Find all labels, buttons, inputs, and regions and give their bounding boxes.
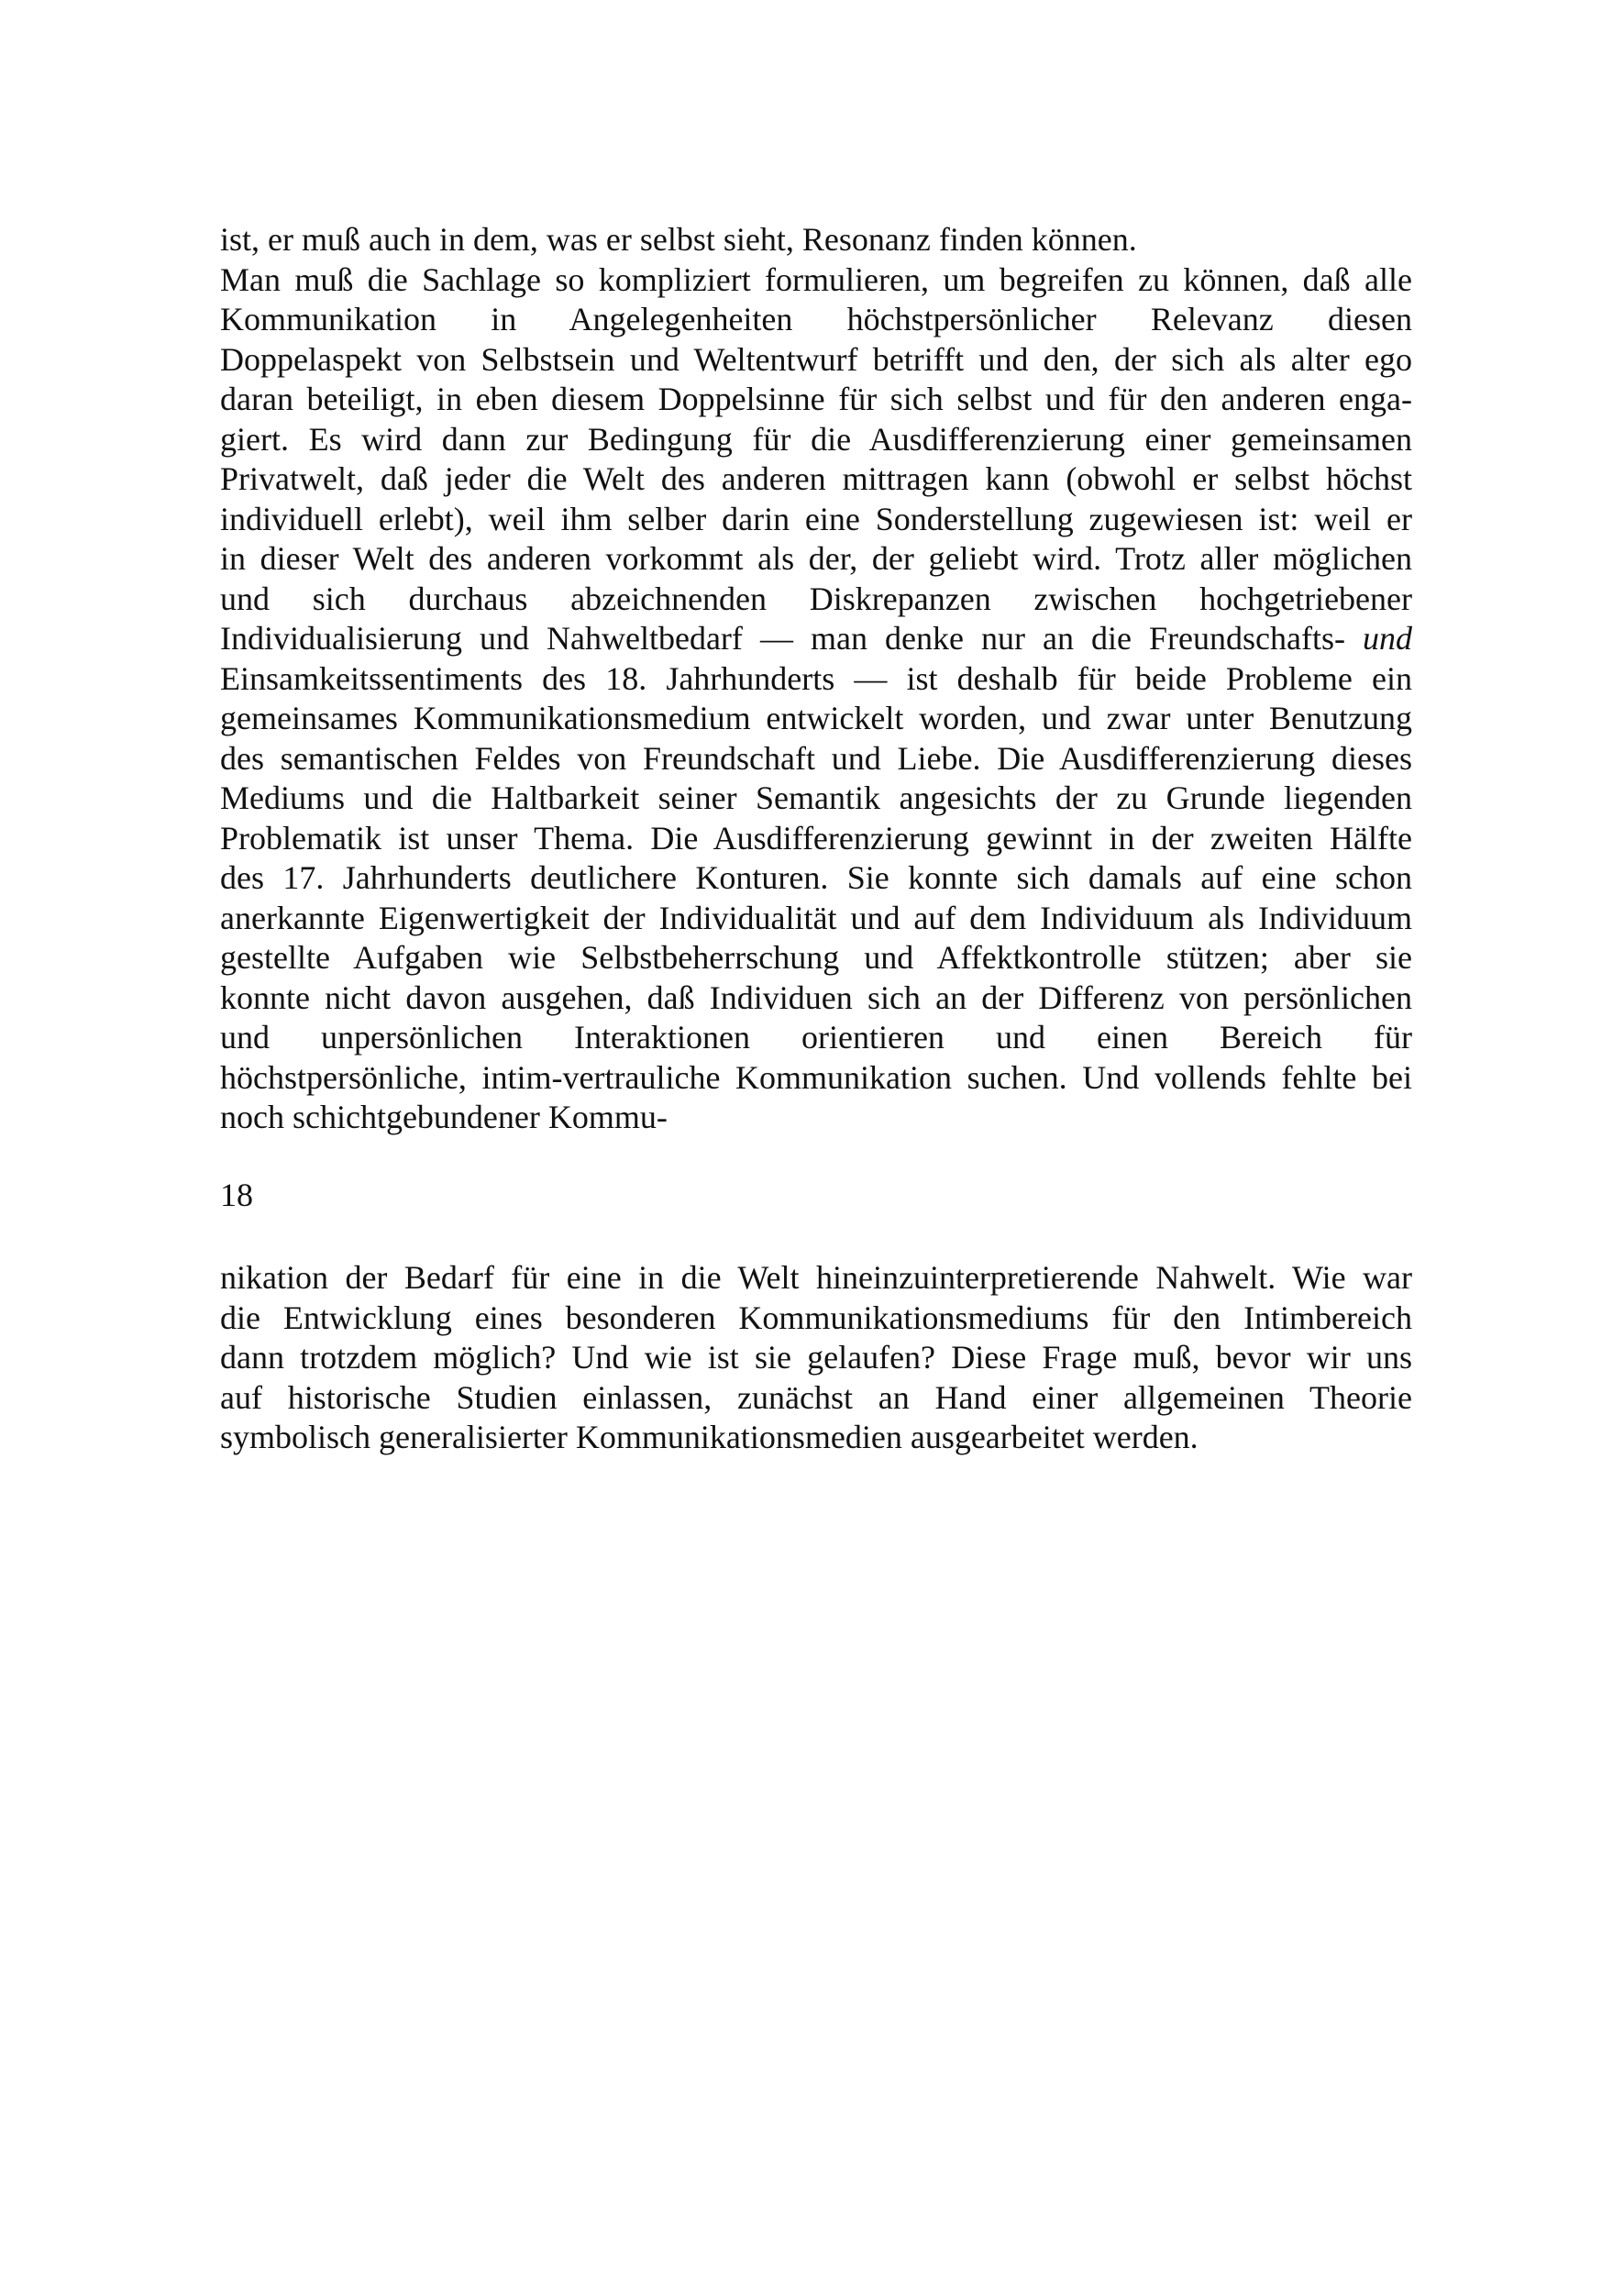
text-line: Man muß die Sachlage so kompliziert formulieren, um begreifen zu können, daß alle [220,260,1412,298]
text-line: des 17. Jahrhunderts deutlichere Konturen. Sie konnte sich damals auf eine schon [220,859,1412,896]
text-line: gemeinsames Kommunikationsmedium entwickelt worden, und zwar unter Benutzung [220,700,1412,736]
text-line: Problematik ist unser Thema. Die Ausdifferenzierung gewinnt in der zweiten Hälfte [220,819,1412,857]
text-line: gestellte Aufgaben wie Selbstbeherrschung und Affektkontrolle stützen; aber sie [220,939,1412,976]
text-line: in dieser Welt des anderen vorkommt als der, der geliebt wird. Trotz aller möglichen [220,540,1412,577]
text-line: giert. Es wird dann zur Bedingung für die Ausdifferenzierung einer gemeinsamen [220,420,1412,458]
text-line: nikation der Bedarf für eine in die Welt hineinzuinterpretierende Nahwelt. Wie war [220,1259,1412,1296]
text-line: symbolisch generalisierter Kommunikationsmedien ausgearbeitet werden. [220,1419,1199,1455]
text-line: konnte nicht davon ausgehen, daß Individuen sich an der Differenz von persönlichen [220,978,1412,1016]
upper-paragraph [220,220,1412,1138]
italic-word: und [1363,620,1412,657]
text-line: Kommunikation in Angelegenheiten höchstpersönlicher Relevanz diesen [220,301,1412,337]
text-line: Einsamkeitssentiments des 18. Jahrhunderts — ist deshalb für beide Probleme ein [220,659,1412,697]
text-line: höchstpersönliche, intim-vertrauliche Kommunikation suchen. Und vollends fehlte bei [220,1058,1412,1096]
text-line: Mediums und die Haltbarkeit seiner Semantik angesichts der zu Grunde liegenden [220,779,1412,816]
text-line: Doppelaspekt von Selbstsein und Weltentwurf betrifft und den, der sich als alter ego [220,340,1412,378]
text-line: anerkannte Eigenwertigkeit der Individualität und auf dem Individuum als Individuum [220,899,1412,936]
text-line-with-italic [220,619,1412,659]
text-line: ist, er muß auch in dem, was er selbst sieht, Resonanz finden können. [220,221,1137,258]
lower-paragraph [220,1258,1412,1458]
text-line: individuell erlebt), weil ihm selber darin eine Sonderstellung zugewiesen ist: weil er [220,500,1412,537]
text-line: daran beteiligt, in eben diesem Doppelsinne für sich selbst und für den anderen enga- [220,381,1412,417]
text-line: und sich durchaus abzeichnenden Diskrepanzen zwischen hochgetriebener [220,580,1412,617]
text-line: des semantischen Feldes von Freundschaft und Liebe. Die Ausdifferenzierung dieses [220,739,1412,777]
page-number: 18 [220,1177,253,1213]
text-line: Privatwelt, daß jeder die Welt des anderen mittragen kann (obwohl er selbst höchst [220,460,1412,497]
text-line: auf historische Studien einlassen, zunächst an Hand einer allgemeinen Theorie [220,1378,1412,1416]
text-line: die Entwicklung eines besonderen Kommunikationsmediums für den Intimbereich [220,1299,1412,1336]
text-line: noch schichtgebundener Kommu- [220,1099,668,1135]
text-line: und unpersönlichen Interaktionen orientieren und einen Bereich für [220,1019,1412,1056]
text-segment: Individualisierung und Nahweltbedarf — man denke nur an die Freundschafts- [220,620,1345,657]
text-line: dann trotzdem möglich? Und wie ist sie gelaufen? Diese Frage muß, bevor wir uns [220,1339,1412,1376]
